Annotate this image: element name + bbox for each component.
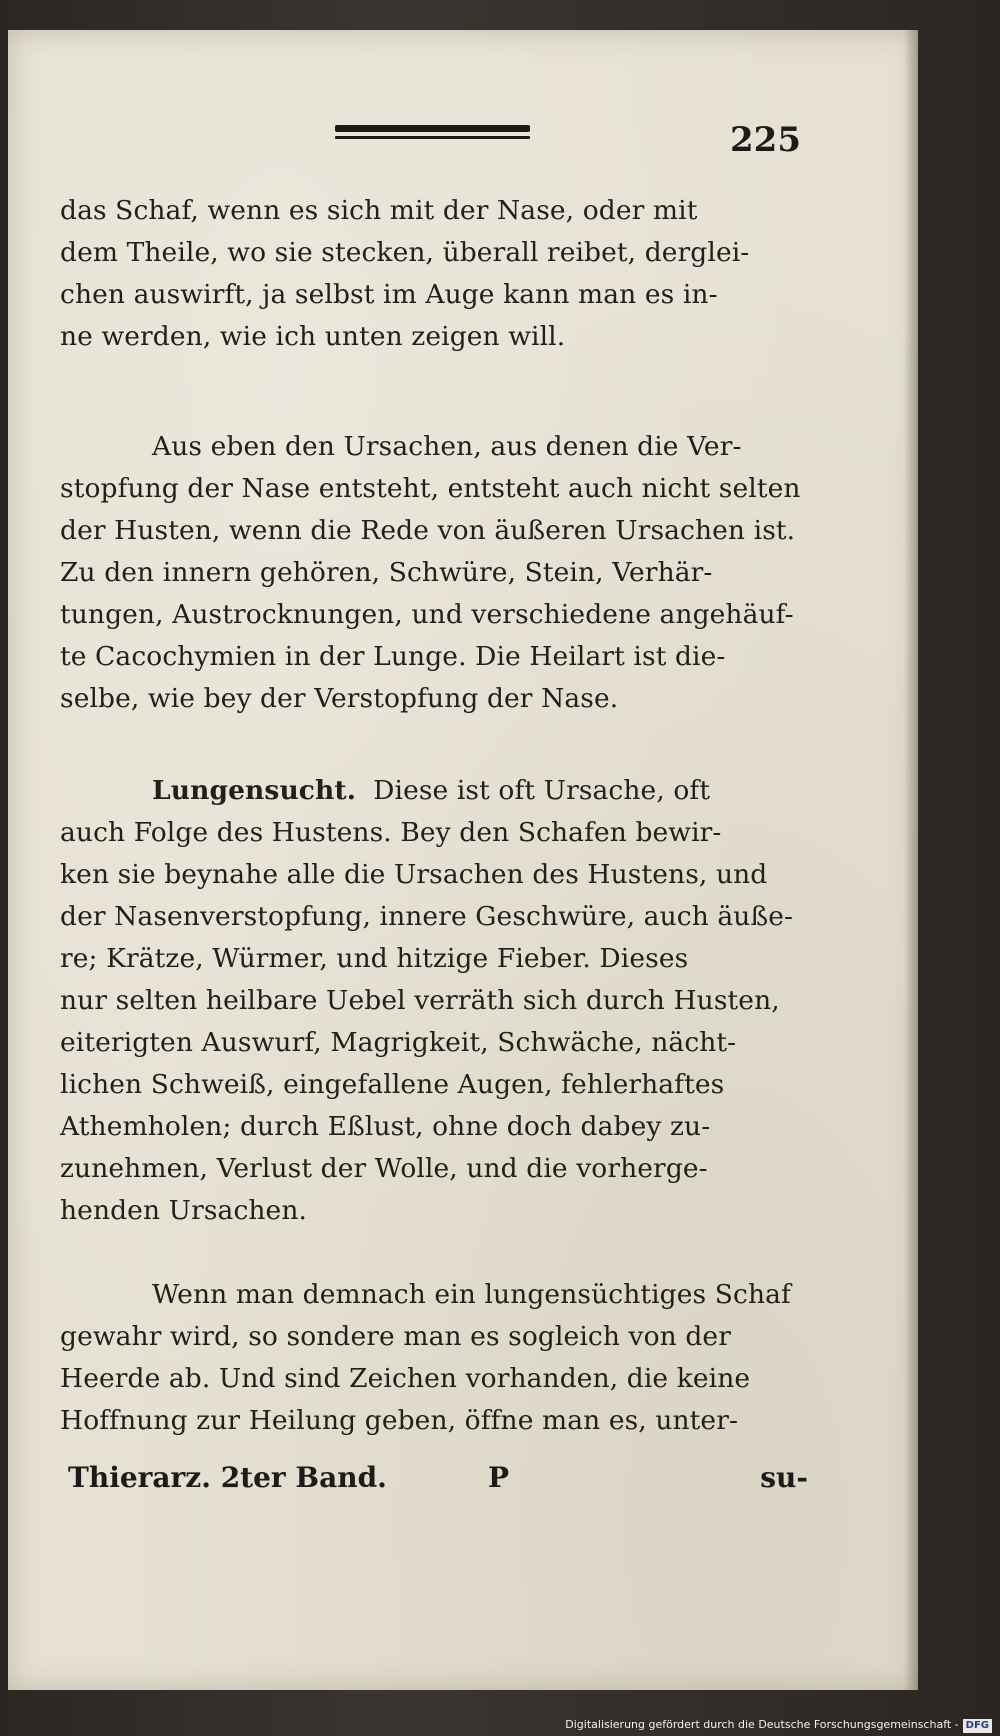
paragraph-1 — [60, 190, 810, 358]
text-line: henden Ursachen. — [60, 1195, 308, 1226]
paragraph-2 — [60, 426, 810, 720]
text-line: gewahr wird, so sondere man es sogleich von der — [60, 1321, 731, 1352]
header-rule-thick — [335, 125, 530, 132]
text-line: auch Folge des Hustens. Bey den Schafen bewir- — [60, 817, 722, 848]
text-line: stopfung der Nase entsteht, entsteht auch nicht selten — [60, 473, 801, 504]
text-line: Zu den innern gehören, Schwüre, Stein, Verhär- — [60, 557, 713, 588]
text-line: eiterigten Auswurf, Magrigkeit, Schwäche, nächt- — [60, 1027, 737, 1058]
text-line: lichen Schweiß, eingefallene Augen, fehlerhaftes — [60, 1069, 725, 1100]
text-line: dem Theile, wo sie stecken, überall reibet, derglei- — [60, 237, 750, 268]
text-line — [60, 770, 810, 812]
volume-signature: Thierarz. 2ter Band. — [68, 1461, 387, 1494]
paragraph-4 — [60, 1274, 810, 1442]
text-line: Athemholen; durch Eßlust, ohne doch dabey zu- — [60, 1111, 711, 1142]
page-number: 225 — [730, 120, 801, 160]
text-line: Wenn man demnach ein lungensüchtiges Schaf — [152, 1279, 791, 1310]
text-line: chen auswirft, ja selbst im Auge kann man es in- — [60, 279, 718, 310]
credit-text: Digitalisierung gefördert durch die Deutsche Forschungsgemeinschaft - — [565, 1718, 959, 1731]
text-line: tungen, Austrocknungen, und verschiedene angehäuf- — [60, 599, 794, 630]
text-line: der Nasenverstopfung, innere Geschwüre, auch äuße- — [60, 901, 794, 932]
text-span: Diese ist oft Ursache, oft — [373, 775, 711, 806]
text-line: selbe, wie bey der Verstopfung der Nase. — [60, 683, 619, 714]
digitization-credit — [565, 1716, 992, 1734]
page-edge-shadow — [904, 30, 918, 1690]
text-line: nur selten heilbare Uebel verräth sich durch Husten, — [60, 985, 780, 1016]
text-line: das Schaf, wenn es sich mit der Nase, oder mit — [60, 195, 698, 226]
catchword: su- — [760, 1461, 808, 1494]
sheet-mark: P — [488, 1461, 510, 1494]
text-line: te Cacochymien in der Lunge. Die Heilart ist die- — [60, 641, 726, 672]
text-line: ken sie beynahe alle die Ursachen des Hustens, und — [60, 859, 768, 890]
text-line: Aus eben den Ursachen, aus denen die Ver- — [152, 431, 742, 462]
text-line: der Husten, wenn die Rede von äußeren Ursachen ist. — [60, 515, 796, 546]
text-line: ne werden, wie ich unten zeigen will. — [60, 321, 566, 352]
header-rule-ornament — [335, 125, 530, 139]
text-line: zunehmen, Verlust der Wolle, und die vorherge- — [60, 1153, 708, 1184]
text-line: Heerde ab. Und sind Zeichen vorhanden, die keine — [60, 1363, 751, 1394]
page-footer — [68, 1457, 808, 1499]
text-line: re; Krätze, Würmer, und hitzige Fieber. Dieses — [60, 943, 689, 974]
header-rule-thin — [335, 136, 530, 139]
paragraph-3 — [60, 770, 810, 1232]
dfg-logo: DFG — [963, 1719, 992, 1733]
section-heading: Lungensucht. — [152, 775, 357, 806]
text-line: Hoffnung zur Heilung geben, öffne man es, unter- — [60, 1405, 739, 1436]
